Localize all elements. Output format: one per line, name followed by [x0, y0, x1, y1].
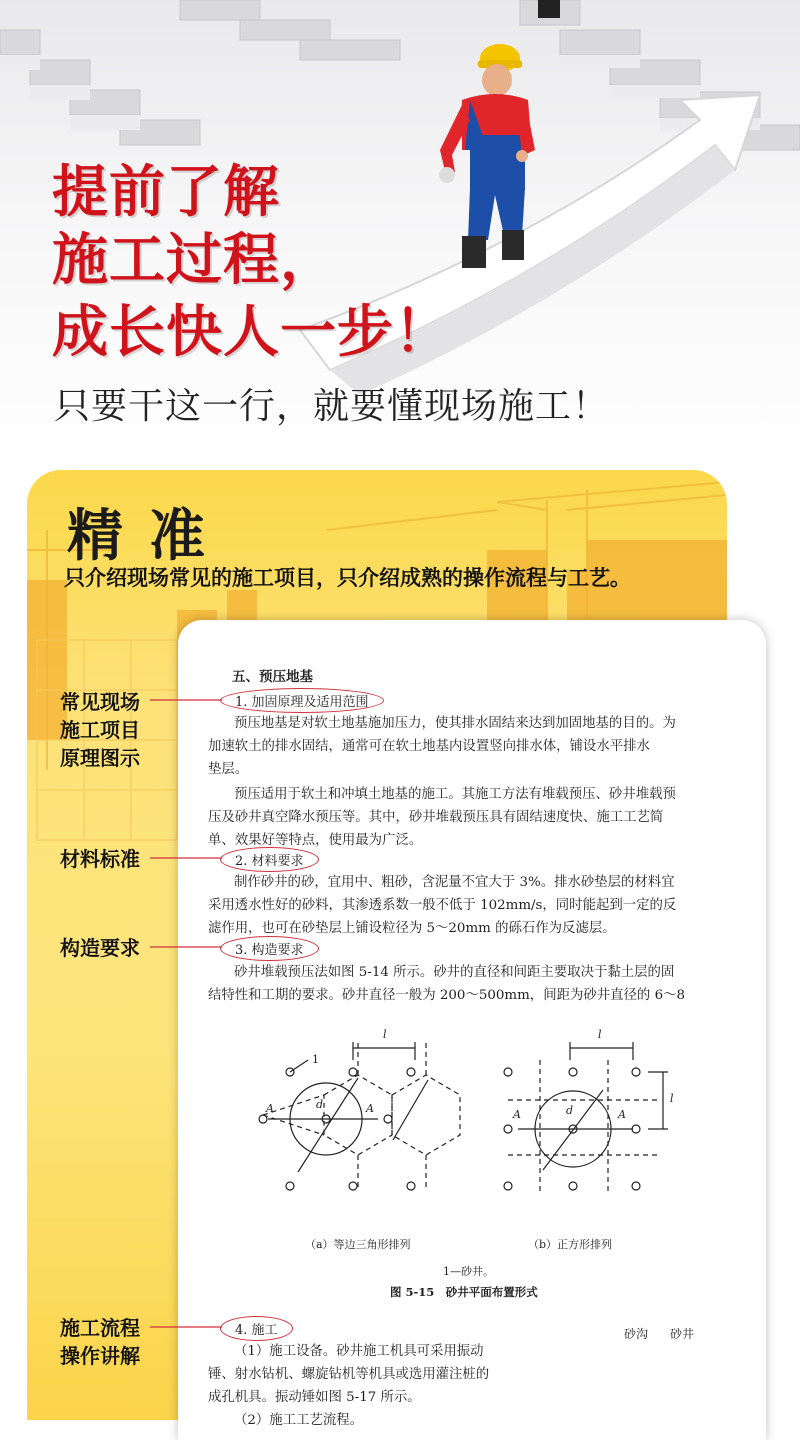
caption-triangular: （a）等边三角形排列: [305, 1238, 411, 1251]
callout-line: 材料标准: [60, 847, 140, 871]
figure-legend: 1—砂井。: [443, 1265, 494, 1278]
section-label-a: A: [618, 1108, 626, 1121]
paragraph-line: 预压地基是对软土地基施加压力，使其排水固结来达到加固地基的目的。为: [234, 716, 676, 731]
paragraph-line: 砂井堆载预压法如图 5-14 所示。砂井的直径和间距主要取决于黏土层的固: [234, 965, 675, 980]
callout-structure: [60, 934, 140, 962]
subsection-structure: 3. 构造要求: [220, 936, 319, 961]
paragraph-line: 滤作用，也可在砂垫层上铺设粒径为 5～20mm 的砾石作为反滤层。: [208, 921, 616, 936]
sand-well-layout-diagram: [178, 620, 766, 1320]
section-label-a: A: [513, 1108, 521, 1121]
label-sand-well: 1: [312, 1053, 319, 1066]
callout-line: 施工项目: [60, 718, 140, 742]
callout-line: 构造要求: [60, 936, 140, 960]
paragraph-line: 压及砂井真空降水预压等。其中，砂井堆载预压具有固结速度快、施工工艺简: [208, 810, 664, 825]
paragraph-line: 预压适用于软土和冲填土地基的施工。其施工方法有堆载预压、砂井堆载预: [234, 787, 676, 802]
dim-label-l: l: [383, 1028, 387, 1041]
paragraph-line: （1）施工设备。砂井施工机具可采用振动: [234, 1344, 484, 1359]
paragraph-line: 垫层。: [208, 762, 249, 777]
callout-line: 施工流程: [60, 1316, 140, 1340]
section-label-a: A: [266, 1102, 274, 1115]
paragraph-line: 采用透水性好的砂料，其渗透系数一般不低于 102mm/s，同时能起到一定的反: [208, 898, 677, 913]
section-title: 精准: [67, 504, 231, 569]
paragraph-line: 结特性和工期的要求。砂井直径一般为 200～500mm，间距为砂井直径的 6～8: [208, 988, 685, 1003]
dim-label-l: l: [598, 1028, 602, 1041]
callout-material: [60, 845, 140, 873]
paragraph-line: 单、效果好等特点，使用最为广泛。: [208, 833, 423, 848]
paragraph-line: 锤、射水钻机、螺旋钻机等机具或选用灌注桩的: [208, 1367, 490, 1382]
paragraph-line: （2）施工工艺流程。: [234, 1413, 364, 1428]
subsection-principle: 1. 加固原理及适用范围: [220, 688, 384, 713]
callout-process: [60, 1314, 140, 1370]
section-description: 只介绍现场常见的施工项目，只介绍成熟的操作流程与工艺。: [64, 566, 631, 590]
page-heading: 五、预压地基: [232, 669, 313, 685]
hero-banner: [0, 0, 800, 470]
book-page: [178, 620, 766, 1440]
headline-line-1: 提前了解: [52, 159, 280, 225]
paragraph-line: 制作砂井的砂，宜用中、粗砂，含泥量不宜大于 3%。排水砂垫层的材料宜: [234, 875, 675, 890]
square-layout: [504, 1042, 668, 1195]
triangular-layout: [259, 1040, 460, 1190]
paragraph-line: 成孔机具。振动锤如图 5-17 所示。: [208, 1390, 421, 1405]
callout-line: 操作讲解: [60, 1344, 140, 1368]
label-sand-well: 砂井: [670, 1327, 695, 1341]
callout-line: 常见现场: [60, 690, 140, 714]
subsection-material: 2. 材料要求: [220, 847, 319, 872]
paragraph-line: 加速软土的排水固结，通常可在软土地基内设置竖向排水体，铺设水平排水: [208, 739, 650, 754]
subsection-construction: 4. 施工: [220, 1316, 293, 1341]
diameter-label-d: d: [316, 1098, 324, 1111]
label-sand-ditch: 砂沟: [624, 1327, 649, 1341]
callout-line: 原理图示: [60, 746, 140, 770]
headline-line-2: 施工过程，: [52, 227, 337, 293]
diameter-label-d: d: [566, 1104, 574, 1117]
caption-square: （b）正方形排列: [528, 1238, 613, 1251]
dim-label-l: l: [670, 1092, 674, 1105]
tagline: 只要干这一行，就要懂现场施工！: [54, 386, 610, 427]
section-label-a: A: [366, 1102, 374, 1115]
figure-title: 图 5-15 砂井平面布置形式: [390, 1285, 538, 1299]
headline-line-3: 成长快人一步！: [52, 299, 451, 365]
callout-principle: [60, 688, 140, 772]
